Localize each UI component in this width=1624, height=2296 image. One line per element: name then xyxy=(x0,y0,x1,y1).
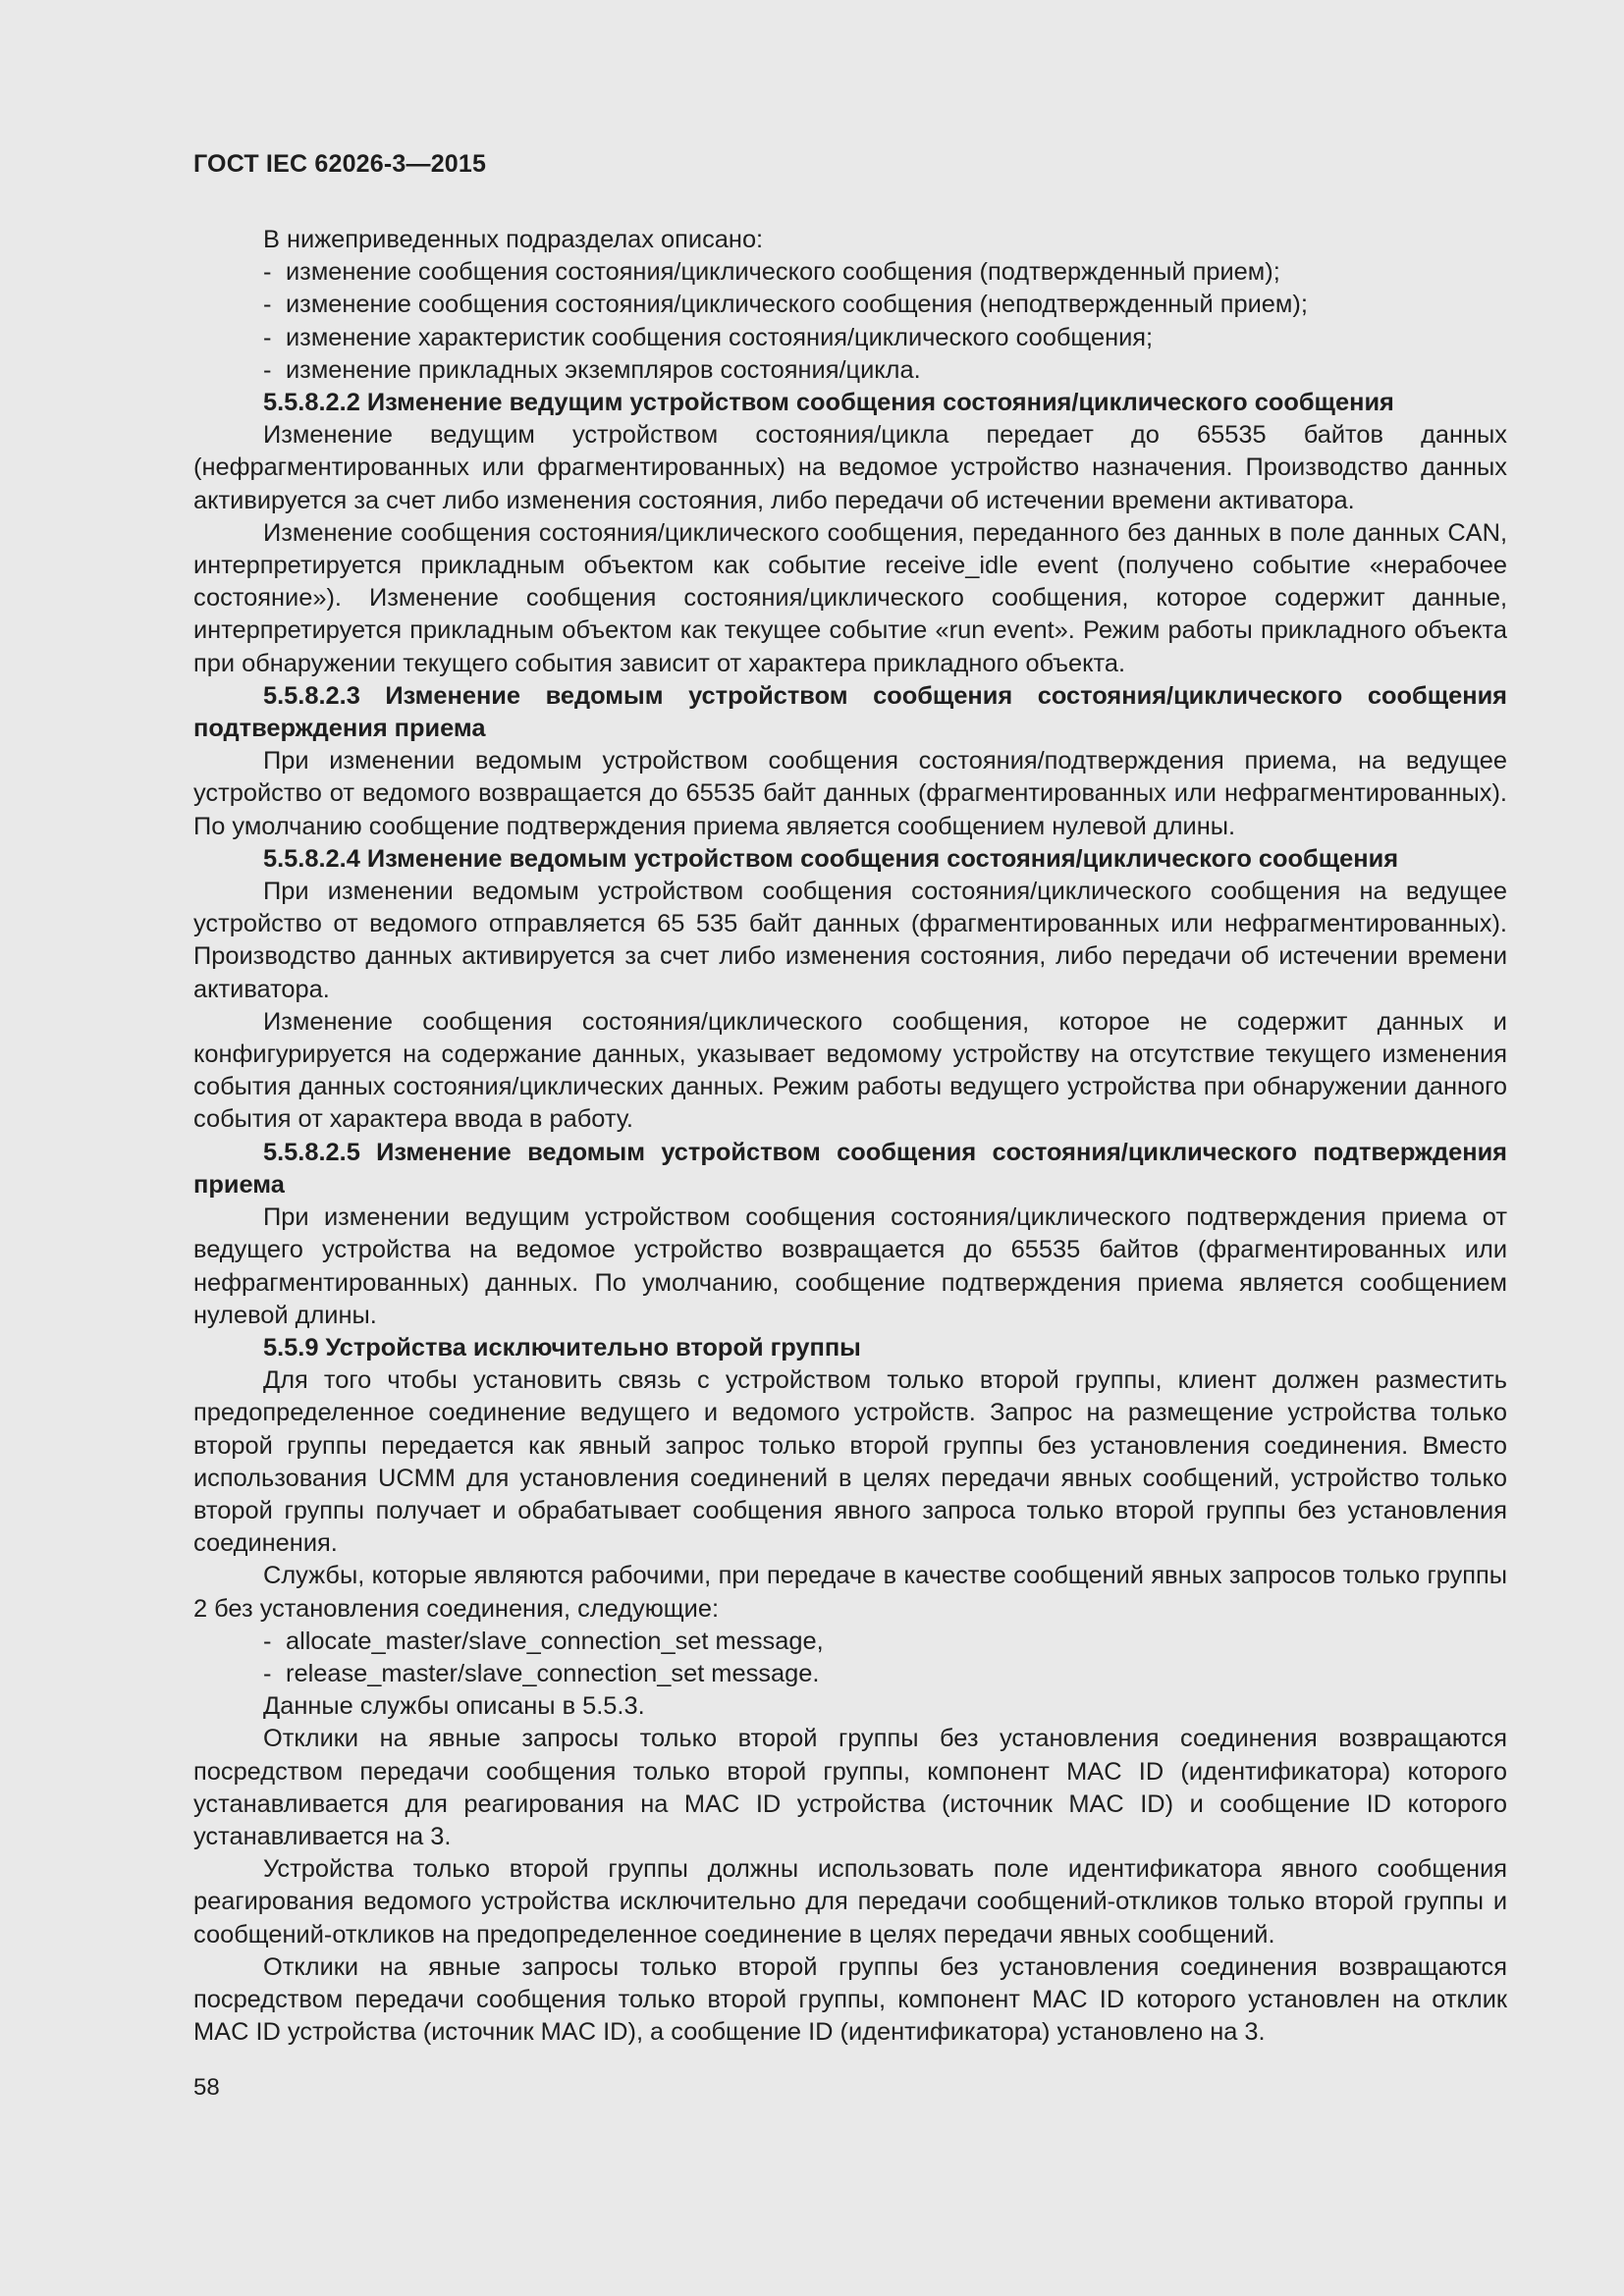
paragraph: При изменении ведущим устройством сообщения состояния/циклического подтверждения приема от ведущего устройства на ведомое устройство возвращается до 65535 байтов (фрагментированных или нефрагментированных) данных. По умолчанию, сообщение подтверждения приема является сообщением нулевой длины. xyxy=(193,1203,1507,1329)
list-item-text: изменение прикладных экземпляров состояния/цикла. xyxy=(286,355,921,384)
section-heading: 5.5.8.2.3 Изменение ведомым устройством сообщения состояния/циклического сообщения подтверждения приема xyxy=(193,681,1507,743)
section-heading: 5.5.8.2.4 Изменение ведомым устройством сообщения состояния/циклического сообщения xyxy=(263,844,1399,873)
list-item-text: изменение характеристик сообщения состояния/циклического сообщения; xyxy=(286,323,1154,351)
paragraph: При изменении ведомым устройством сообщения состояния/подтверждения приема, на ведущее устройство от ведомого возвращается до 65535 байт данных (фрагментированных или нефрагментированных). По умолчанию сообщение подтверждения приема является сообщением нулевой длины. xyxy=(193,747,1507,840)
section-heading: 5.5.8.2.2 Изменение ведущим устройством сообщения состояния/циклического сообщения xyxy=(263,389,1394,417)
paragraph: Устройства только второй группы должны использовать поле идентификатора явного сообщения реагирования ведомого устройства исключительно для передачи сообщений-откликов только второй группы и сообщений-откликов на предопределенное соединение в целях передачи явных сообщений. xyxy=(193,1855,1507,1949)
list-item xyxy=(193,354,1507,387)
list-dash: - xyxy=(263,1659,272,1687)
paragraph: Изменение ведущим устройством состояния/цикла передает до 65535 байтов данных (нефрагментированных или фрагментированных) на ведомое устройство назначения. Производство данных активируется за счет либо изменения состояния, либо передачи об истечении времени активатора. xyxy=(193,421,1507,514)
section-heading: 5.5.8.2.5 Изменение ведомым устройством сообщения состояния/циклического подтверждения приема xyxy=(193,1138,1507,1199)
list-item xyxy=(193,322,1507,354)
list-dash: - xyxy=(263,291,272,319)
paragraph: При изменении ведомым устройством сообщения состояния/циклического сообщения на ведущее устройство от ведомого отправляется 65 535 байт данных (фрагментированных или нефрагментированных). Производство данных активируется за счет либо изменения состояния, либо передачи об истечении времени активатора. xyxy=(193,878,1507,1003)
paragraph: Изменение сообщения состояния/циклического сообщения, которое не содержит данных и конфигурируется на содержание данных, указывает ведомому устройству на отсутствие текущего изменения события данных состояния/циклических данных. Режим работы ведущего устройства при обнаружении данного события от характера ввода в работу. xyxy=(193,1007,1507,1134)
list-item-text: allocate_master/slave_connection_set message, xyxy=(286,1627,824,1655)
paragraph: В нижеприведенных подразделах описано: xyxy=(263,226,764,253)
paragraph: Отклики на явные запросы только второй группы без установления соединения возвращаются посредством передачи сообщения только второй группы, компонент MAC ID которого установлен на отклик MAC ID устройства (источник MAC ID), а сообщение ID (идентификатора) установлено на 3. xyxy=(193,1952,1507,2047)
list-dash: - xyxy=(263,1627,272,1655)
list-item xyxy=(193,289,1507,321)
paragraph: Службы, которые являются рабочими, при передаче в качестве сообщений явных запросов только группы 2 без установления соединения, следующие: xyxy=(193,1562,1507,1623)
paragraph: Для того чтобы установить связь с устройством только второй группы, клиент должен разместить предопределенное соединение ведущего и ведомого устройств. Запрос на размещение устройства только второй группы передается как явный запрос только второй группы без установления соединения. Вместо использования UCMM для установления соединений в целях передачи явных сообщений, устройство только второй группы получает и обрабатывает сообщения явного запроса только второй группы без установления соединения. xyxy=(193,1366,1507,1558)
list-dash: - xyxy=(263,323,272,351)
list-item xyxy=(193,256,1507,289)
document-header: ГОСТ IEC 62026-3—2015 xyxy=(193,150,487,178)
section-heading: 5.5.9 Устройства исключительно второй группы xyxy=(263,1333,861,1362)
list-item xyxy=(193,1658,1507,1690)
list-dash: - xyxy=(263,258,272,287)
list-item-text: release_master/slave_connection_set message. xyxy=(286,1659,820,1687)
list-dash: - xyxy=(263,355,272,384)
page-number: 58 xyxy=(193,2074,220,2101)
list-item xyxy=(193,1626,1507,1658)
paragraph: Данные службы описаны в 5.5.3. xyxy=(263,1692,645,1721)
list-item-text: изменение сообщения состояния/циклического сообщения (подтвержденный прием); xyxy=(286,258,1280,287)
paragraph: Изменение сообщения состояния/циклического сообщения, переданного без данных в поле данных CAN, интерпретируется прикладным объектом как событие receive_idle event (получено событие «нерабочее состояние»). Изменение сообщения состояния/циклического сообщения, которое содержит данные, интерпретируется прикладным объектом как текущее событие «run event». Режим работы прикладного объекта при обнаружении текущего события зависит от характера прикладного объекта. xyxy=(193,518,1507,677)
list-item-text: изменение сообщения состояния/циклического сообщения (неподтвержденный прием); xyxy=(286,291,1308,319)
paragraph: Отклики на явные запросы только второй группы без установления соединения возвращаются посредством передачи сообщения только второй группы, компонент MAC ID (идентификатора) которого устанавливается для реагирования на MAC ID устройства (источник MAC ID) и сообщение ID которого устанавливается на 3. xyxy=(193,1725,1507,1850)
document-body xyxy=(193,224,1507,2049)
